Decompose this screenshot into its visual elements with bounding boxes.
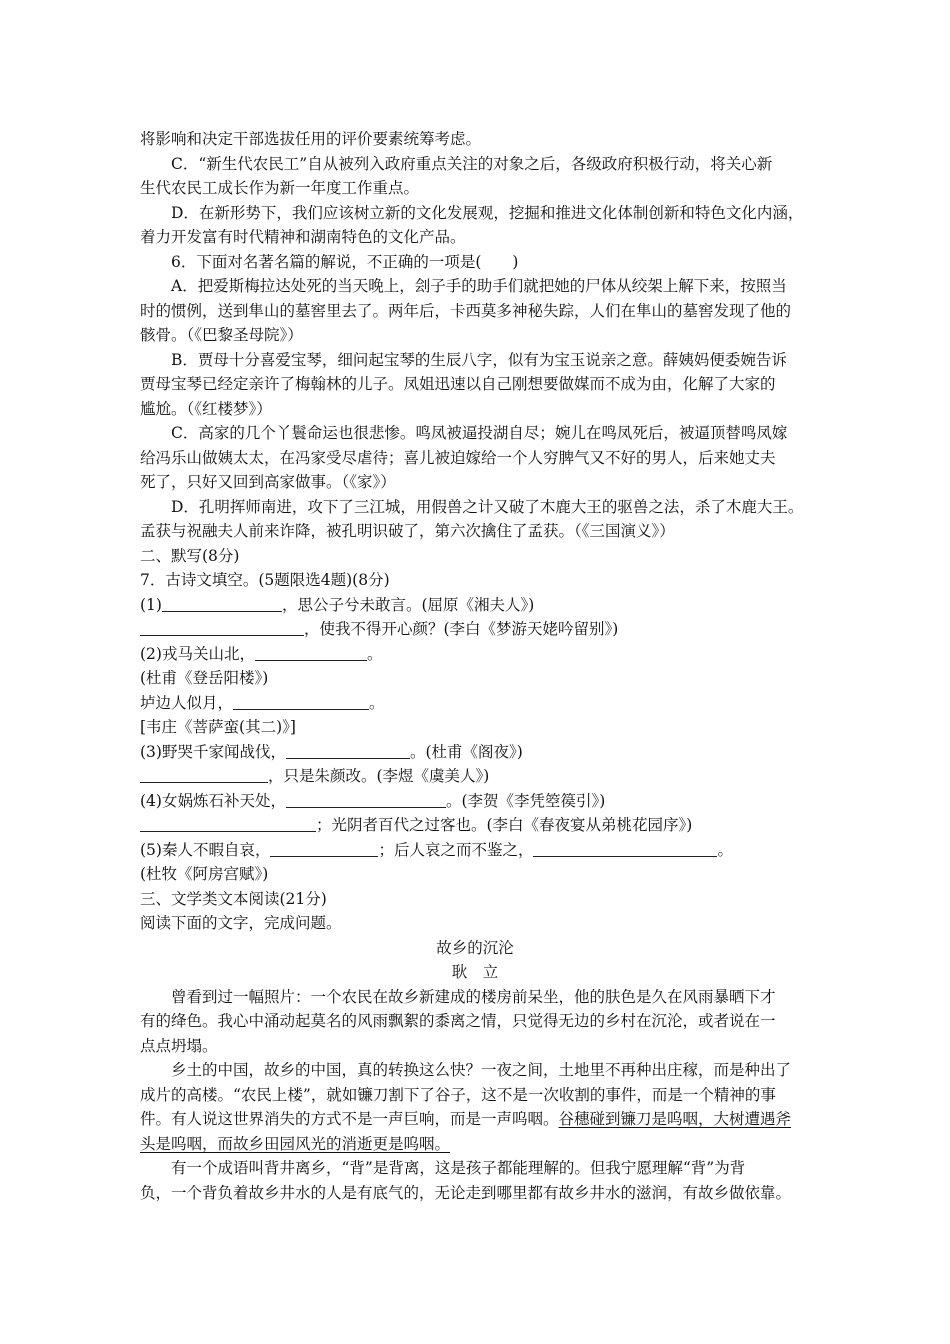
reading-instruction: 阅读下面的文字，完成问题。: [140, 914, 342, 932]
q6-option-a-line3: 骸骨。（《巴黎圣母院》）: [140, 326, 303, 344]
fill-q2b-suffix: 。: [369, 694, 385, 712]
q6-option-a-line1: A．把爱斯梅拉达处死的当天晚上，刽子手的助手们就把她的尸体从绞架上解下来，按照当: [171, 277, 787, 295]
text-line: 将影响和决定干部选拔任用的评价要素统筹考虑。: [140, 130, 482, 148]
answer-blank[interactable]: [255, 645, 367, 661]
essay-text: 件。有人说这世界消失的方式不是一声巨响，而是一声呜咽。: [140, 1110, 559, 1128]
fill-q1b: [140, 618, 618, 640]
essay-line: 有的绛色。我心中涌动起莫名的风雨飘絮的黍离之情，只觉得无边的乡村在沉沦，或者说在一: [140, 1012, 776, 1030]
essay-line: 负，一个背负着故乡井水的人是有底气的，无论走到哪里都有故乡井水的滋润，有故乡做依靠。: [140, 1184, 792, 1202]
option-c-line2: 生代农民工成长作为新一年度工作重点。: [140, 179, 420, 197]
underlined-sentence: 头是呜咽，而故乡田园风光的消逝更是呜咽。: [140, 1135, 451, 1153]
q6-option-b-line3: 尴尬。（《红楼梦》）: [140, 400, 272, 418]
section-3-heading: 三、文学类文本阅读(21分): [140, 890, 327, 908]
fill-q5-middle: ；后人哀之而不鉴之，: [378, 841, 534, 859]
fill-q5-suffix: 。: [717, 841, 733, 859]
underlined-sentence: 谷穗碰到镰刀是呜咽，大树遭遇斧: [558, 1110, 792, 1128]
section-2-heading: 二、默写(8分): [140, 547, 240, 565]
option-c-line1: C．“新生代农民工”自从被列入政府重点关注的对象之后，各级政府积极行动，将关心新: [171, 155, 773, 173]
answer-blank[interactable]: [533, 841, 717, 857]
fill-q3b: [140, 765, 489, 787]
essay-line: 曾看到过一幅照片：一个农民在故乡新建成的楼房前呆坐，他的肤色是久在风雨暴晒下才: [171, 988, 776, 1006]
fill-q3b-suffix: ，只是朱颜改。(李煜《虞美人》): [268, 767, 490, 785]
essay-line: 成片的高楼。“农民上楼”，就如镰刀割下了谷子，这不是一次收割的事件，而是一个精神的事: [140, 1086, 776, 1104]
fill-q4b-suffix: ；光阴者百代之过客也。(李白《春夜宴从弟桃花园序》): [316, 816, 693, 834]
q6-option-b-line2: 贾母宝琴已经定亲许了梅翰林的儿子。凤姐迅速以自己刚想要做媒而不成为由，化解了大家的: [140, 375, 776, 393]
option-d-line1: D．在新形势下，我们应该树立新的文化发展观，挖掘和推进文化体制创新和特色文化内涵，: [171, 204, 804, 222]
fill-q3a: [140, 741, 523, 763]
answer-blank[interactable]: [233, 694, 369, 710]
essay-line-with-underline: [140, 1108, 791, 1130]
fill-q2b-source: [韦庄《菩萨蛮(其二)》]: [140, 718, 296, 736]
answer-blank[interactable]: [270, 841, 378, 857]
fill-q2a-prefix: (2)戎马关山北，: [140, 645, 255, 663]
fill-q4a: [140, 790, 605, 812]
q6-option-c-line1: C．高家的几个丫鬟命运也很悲惨。鸣凤被逼投湖自尽；婉儿在鸣凤死后，被逼顶替鸣凤嫁: [171, 424, 788, 442]
fill-q1b-suffix: ，使我不得开心颜？(李白《梦游天姥吟留别》): [304, 620, 619, 638]
essay-line: 有一个成语叫背井离乡，“背”是背离，这是孩子都能理解的。但我宁愿理解“背”为背: [171, 1159, 746, 1177]
fill-q2b-prefix: 垆边人似月，: [140, 694, 234, 712]
q6-option-d-line1: D．孔明挥师南进，攻下了三江城，用假兽之计又破了木鹿大王的驱兽之法，杀了木鹿大王。: [171, 498, 804, 516]
q6-option-b-line1: B．贾母十分喜爱宝琴，细问起宝琴的生辰八字，似有为宝玉说亲之意。薛姨妈便委婉告诉: [171, 351, 787, 369]
q6-option-c-line2: 给冯乐山做姨太太，在冯家受尽虐待；喜儿被迫嫁给一个人穷脾气又不好的男人，后来她丈夫: [140, 449, 776, 467]
option-d-line2: 着力开发富有时代精神和湖南特色的文化产品。: [140, 228, 466, 246]
fill-q1a-prefix: (1): [140, 596, 162, 614]
q6-option-a-line2: 时的惯例，送到隼山的墓窖里去了。两年后，卡西莫多神秘失踪，人们在隼山的墓窖发现了他的: [140, 302, 792, 320]
q6-option-c-line3: 死了，只好又回到高家做事。（《家》）: [140, 473, 396, 491]
fill-q5-prefix: (5)秦人不暇自哀，: [140, 841, 271, 859]
essay-line: 点点坍塌。: [140, 1037, 218, 1055]
fill-q2a: [140, 643, 382, 665]
fill-q4a-prefix: (4)女娲炼石补天处，: [140, 792, 286, 810]
fill-q1a-suffix: ，思公子兮未敢言。(屈原《湘夫人》): [281, 596, 535, 614]
q6-option-d-line2: 孟获与祝融夫人前来诈降，被孔明识破了，第六次擒住了孟获。（《三国演义》）: [140, 522, 675, 540]
fill-q4a-suffix: 。(李贺《李凭箜篌引》): [445, 792, 606, 810]
fill-q2a-source: (杜甫《登岳阳楼》): [140, 669, 269, 687]
answer-blank[interactable]: [286, 792, 446, 808]
fill-q4b: [140, 814, 692, 836]
fill-q2b: [140, 692, 385, 714]
answer-blank[interactable]: [286, 743, 410, 759]
fill-q5: [140, 839, 733, 861]
answer-blank[interactable]: [140, 767, 268, 783]
answer-blank[interactable]: [140, 816, 316, 832]
question-6-stem: 6．下面对名著名篇的解说，不正确的一项是( ): [171, 253, 519, 271]
fill-q3a-prefix: (3)野哭千家闻战伐，: [140, 743, 286, 761]
answer-blank[interactable]: [162, 596, 282, 612]
fill-q5-source: (杜牧《阿房宫赋》): [140, 865, 269, 883]
fill-q3a-suffix: 。(杜甫《阁夜》): [409, 743, 523, 761]
fill-q1a: [140, 594, 534, 616]
essay-title: 故乡的沉沦: [436, 939, 514, 957]
fill-q2a-suffix: 。: [366, 645, 383, 663]
essay-line: 乡土的中国，故乡的中国，真的转换这么快？一夜之间，土地里不再种出庄稼，而是种出了: [171, 1061, 792, 1079]
essay-line-underlined: [140, 1133, 450, 1155]
essay-author: 耿 立: [451, 963, 499, 981]
question-7-stem: 7．古诗文填空。(5题限选4题)(8分): [140, 571, 390, 589]
answer-blank[interactable]: [140, 620, 304, 636]
